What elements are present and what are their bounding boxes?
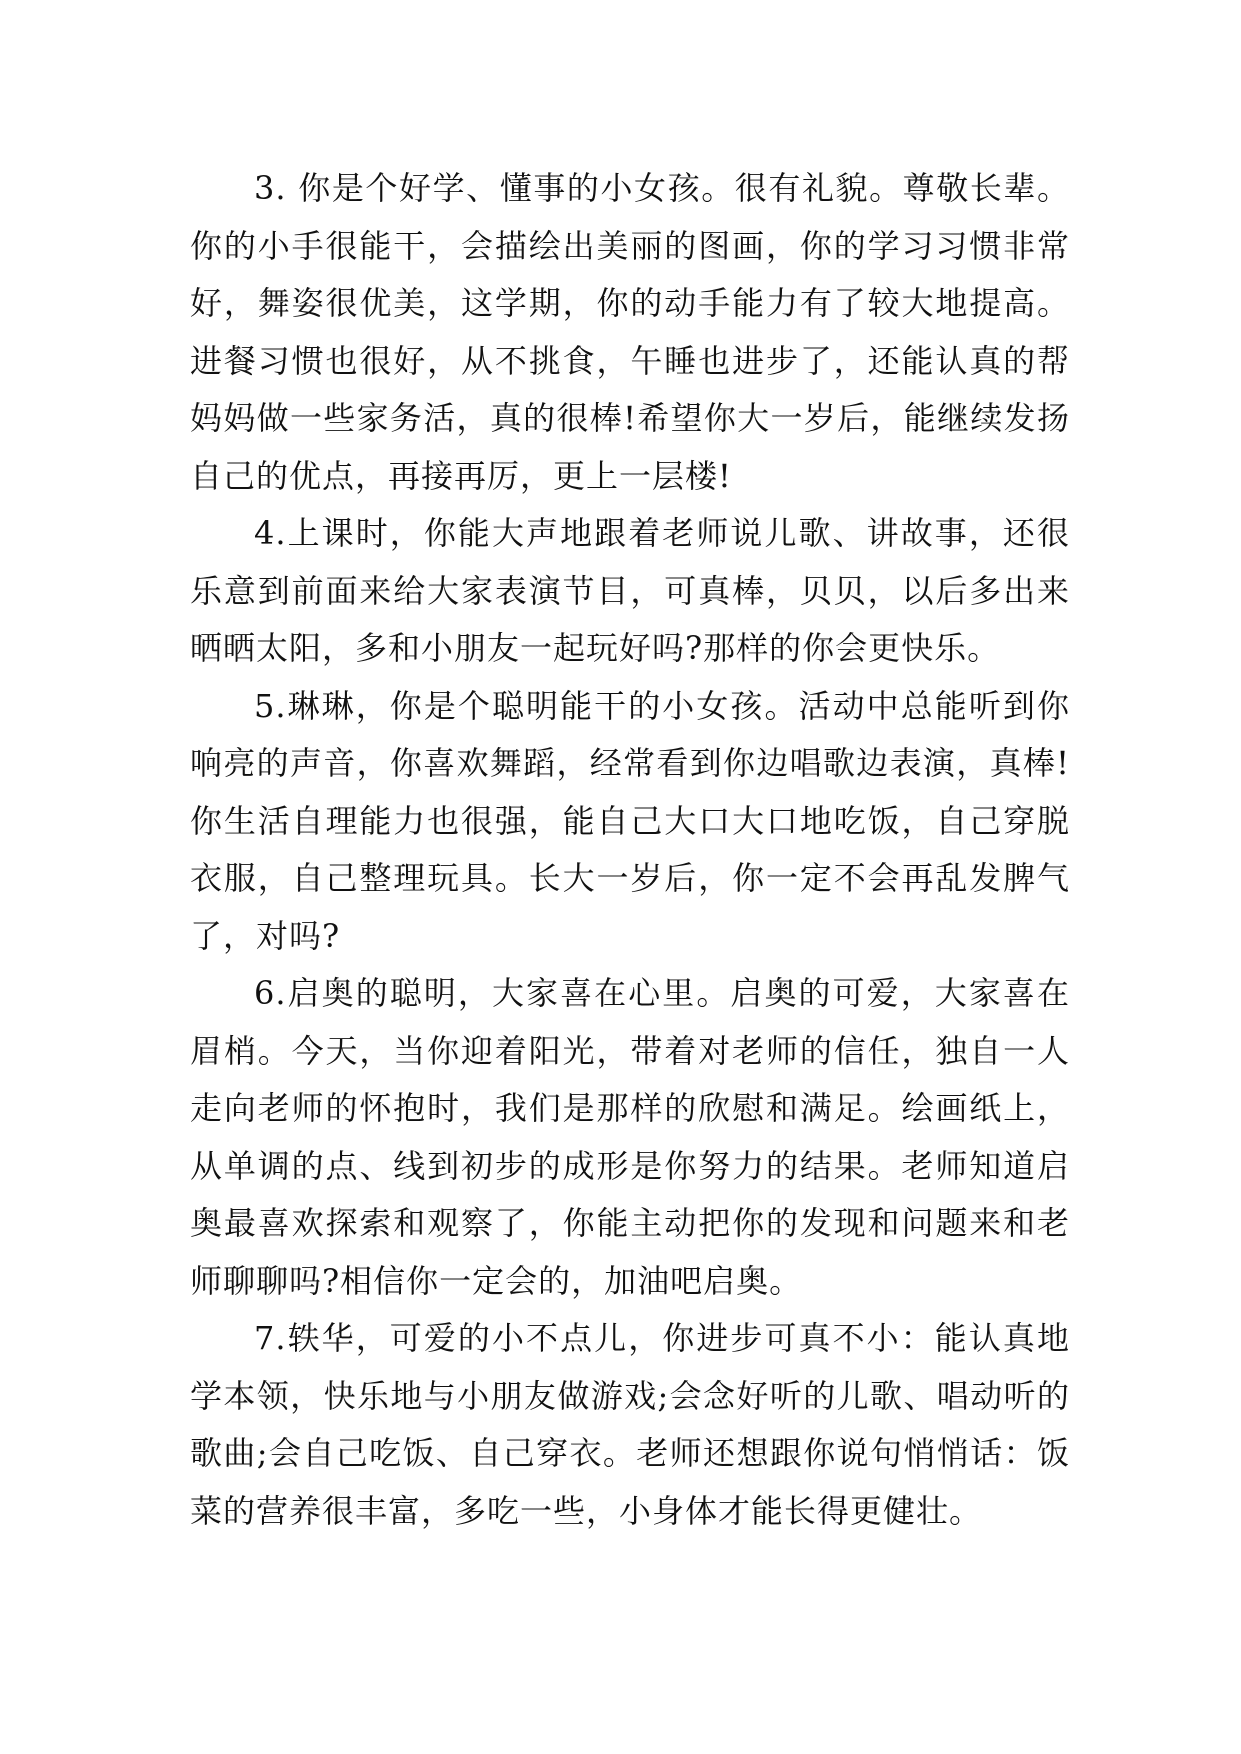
paragraph-7: 7.轶华，可爱的小不点儿，你进步可真不小：能认真地学本领，快乐地与小朋友做游戏;会念好听的儿歌、唱动听的歌曲;会自己吃饭、自己穿衣。老师还想跟你说句悄悄话：饭菜的营养很丰富，多吃一些，小身体才能长得更健壮。 — [190, 1319, 1070, 1530]
paragraph-5: 5.琳琳，你是个聪明能干的小女孩。活动中总能听到你响亮的声音，你喜欢舞蹈，经常看到你边唱歌边表演，真棒!你生活自理能力也很强，能自己大口大口地吃饭，自己穿脱衣服，自己整理玩具。长大一岁后，你一定不会再乱发脾气了，对吗? — [190, 686, 1070, 955]
paragraph-6: 6.启奥的聪明，大家喜在心里。启奥的可爱，大家喜在眉梢。今天，当你迎着阳光，带着对老师的信任，独自一人走向老师的怀抱时，我们是那样的欣慰和满足。绘画纸上，从单调的点、线到初步的成形是你努力的结果。老师知道启奥最喜欢探索和观察了，你能主动把你的发现和问题来和老师聊聊吗?相信你一定会的，加油吧启奥。 — [190, 974, 1070, 1300]
paragraph-3: 3. 你是个好学、懂事的小女孩。很有礼貌。尊敬长辈。你的小手很能干，会描绘出美丽的图画，你的学习习惯非常好，舞姿很优美，这学期，你的动手能力有了较大地提高。进餐习惯也很好，从不挑食，午睡也进步了，还能认真的帮妈妈做一些家务活，真的很棒!希望你大一岁后，能继续发扬自己的优点，再接再厉，更上一层楼! — [190, 169, 1070, 495]
paragraph-4: 4.上课时，你能大声地跟着老师说儿歌、讲故事，还很乐意到前面来给大家表演节目，可真棒，贝贝，以后多出来晒晒太阳，多和小朋友一起玩好吗?那样的你会更快乐。 — [190, 514, 1070, 667]
document-body — [190, 160, 1070, 1540]
